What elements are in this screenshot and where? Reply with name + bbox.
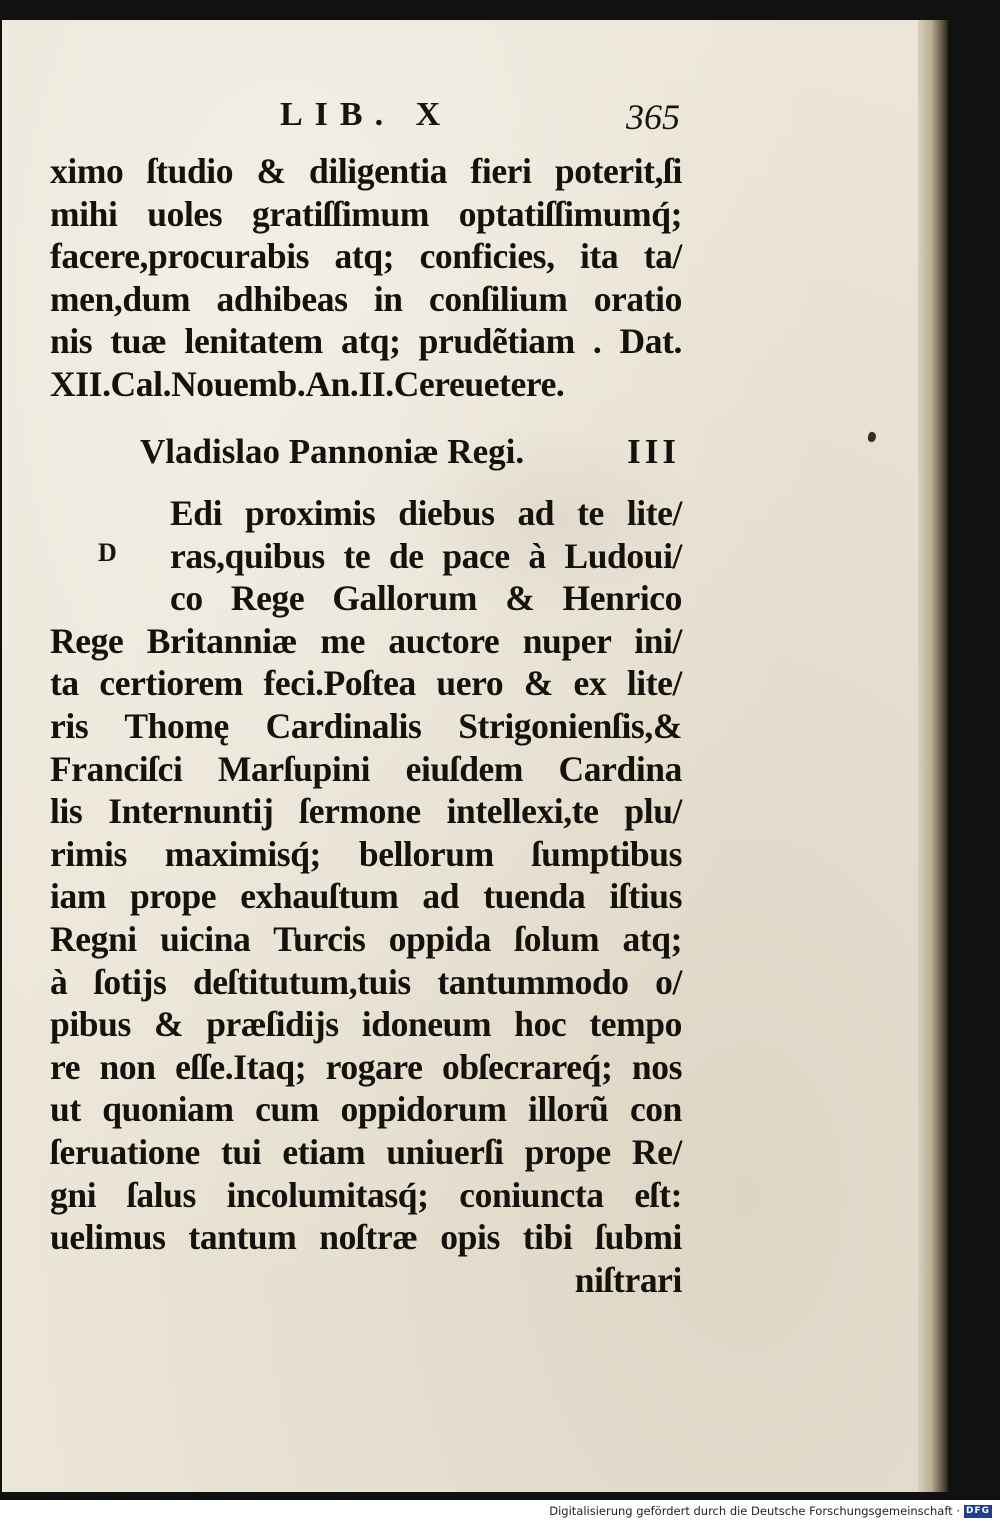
text-line: XII.Cal.Nouemb.An.II.Cereuetere. [50, 363, 565, 404]
text-line: facere,procurabis atq; conficies, ita ta/ [50, 236, 682, 277]
text-line: nis tuæ lenitatem atq; prudẽtiam . Dat. [50, 321, 682, 362]
text-line: iam prope exhauſtum ad tuenda iſtius [50, 876, 682, 917]
dfg-logo-icon[interactable]: DFG [965, 1506, 990, 1516]
text-line: Franciſci Marſupini eiuſdem Cardina [50, 748, 682, 789]
text-line: men,dum adhibeas in conſilium oratio [50, 278, 682, 319]
text-line: mihi uoles gratiſſimum optatiſſimumq́; [50, 193, 682, 234]
text-line: pibus & præſidijs idoneum hoc tempo [50, 1004, 682, 1045]
page-number: 365 [626, 97, 680, 137]
text-line: re non eſſe.Itaq; rogare obſecrareq́; nos [50, 1046, 682, 1087]
catchword: niſtrari [574, 1259, 682, 1300]
letter-body [50, 492, 682, 1301]
text-line: ſeruatione tui etiam uniuerſi prope Re/ [50, 1131, 682, 1172]
text-line: ximo ſtudio & diligentia fieri poterit,ſi [50, 151, 682, 191]
text-line: lis Internuntij ſermone intellexi,te plu/ [50, 791, 682, 832]
running-head: LIB. X [280, 96, 453, 133]
previous-letter-ending [50, 150, 682, 406]
text-line: Rege Britanniæ me auctore nuper ini/ [50, 620, 682, 661]
text-line: co Rege Gallorum & Henrico [170, 578, 682, 619]
text-line: gni ſalus incolumitasq́; coniuncta eſt: [50, 1174, 682, 1215]
text-line: rimis maximisq́; bellorum ſumptibus [50, 833, 682, 874]
letter-number: III [627, 432, 680, 471]
digitization-footer [0, 1500, 1000, 1524]
text-line: uelimus tantum noſtræ opis tibi ſubmi [50, 1217, 682, 1258]
text-line: ris Thomę Cardinalis Strigonienſis,& [50, 705, 682, 746]
initial-letter: D [98, 538, 117, 567]
text-line: Edi proximis diebus ad te lite/ [170, 493, 682, 533]
text-line: à ſotijs deſtitutum,tuis tantummodo o/ [50, 961, 682, 1002]
text-line: ras,quibus te de pace à Ludoui/ [170, 535, 682, 576]
page-edge-shadow [918, 20, 948, 1492]
text-line: ta certiorem feci.Poſtea uero & ex lite/ [50, 663, 682, 704]
letter-addressee: Vladislao Pannoniæ Regi. [140, 432, 525, 471]
text-line: Regni uicina Turcis oppida ſolum atq; [50, 918, 682, 959]
funding-credit: Digitalisierung gefördert durch die Deutsche Forschungsgemeinschaft · [549, 1504, 960, 1518]
page-header [50, 96, 680, 146]
text-line: ut quoniam cum oppidorum illorũ con [50, 1089, 682, 1130]
